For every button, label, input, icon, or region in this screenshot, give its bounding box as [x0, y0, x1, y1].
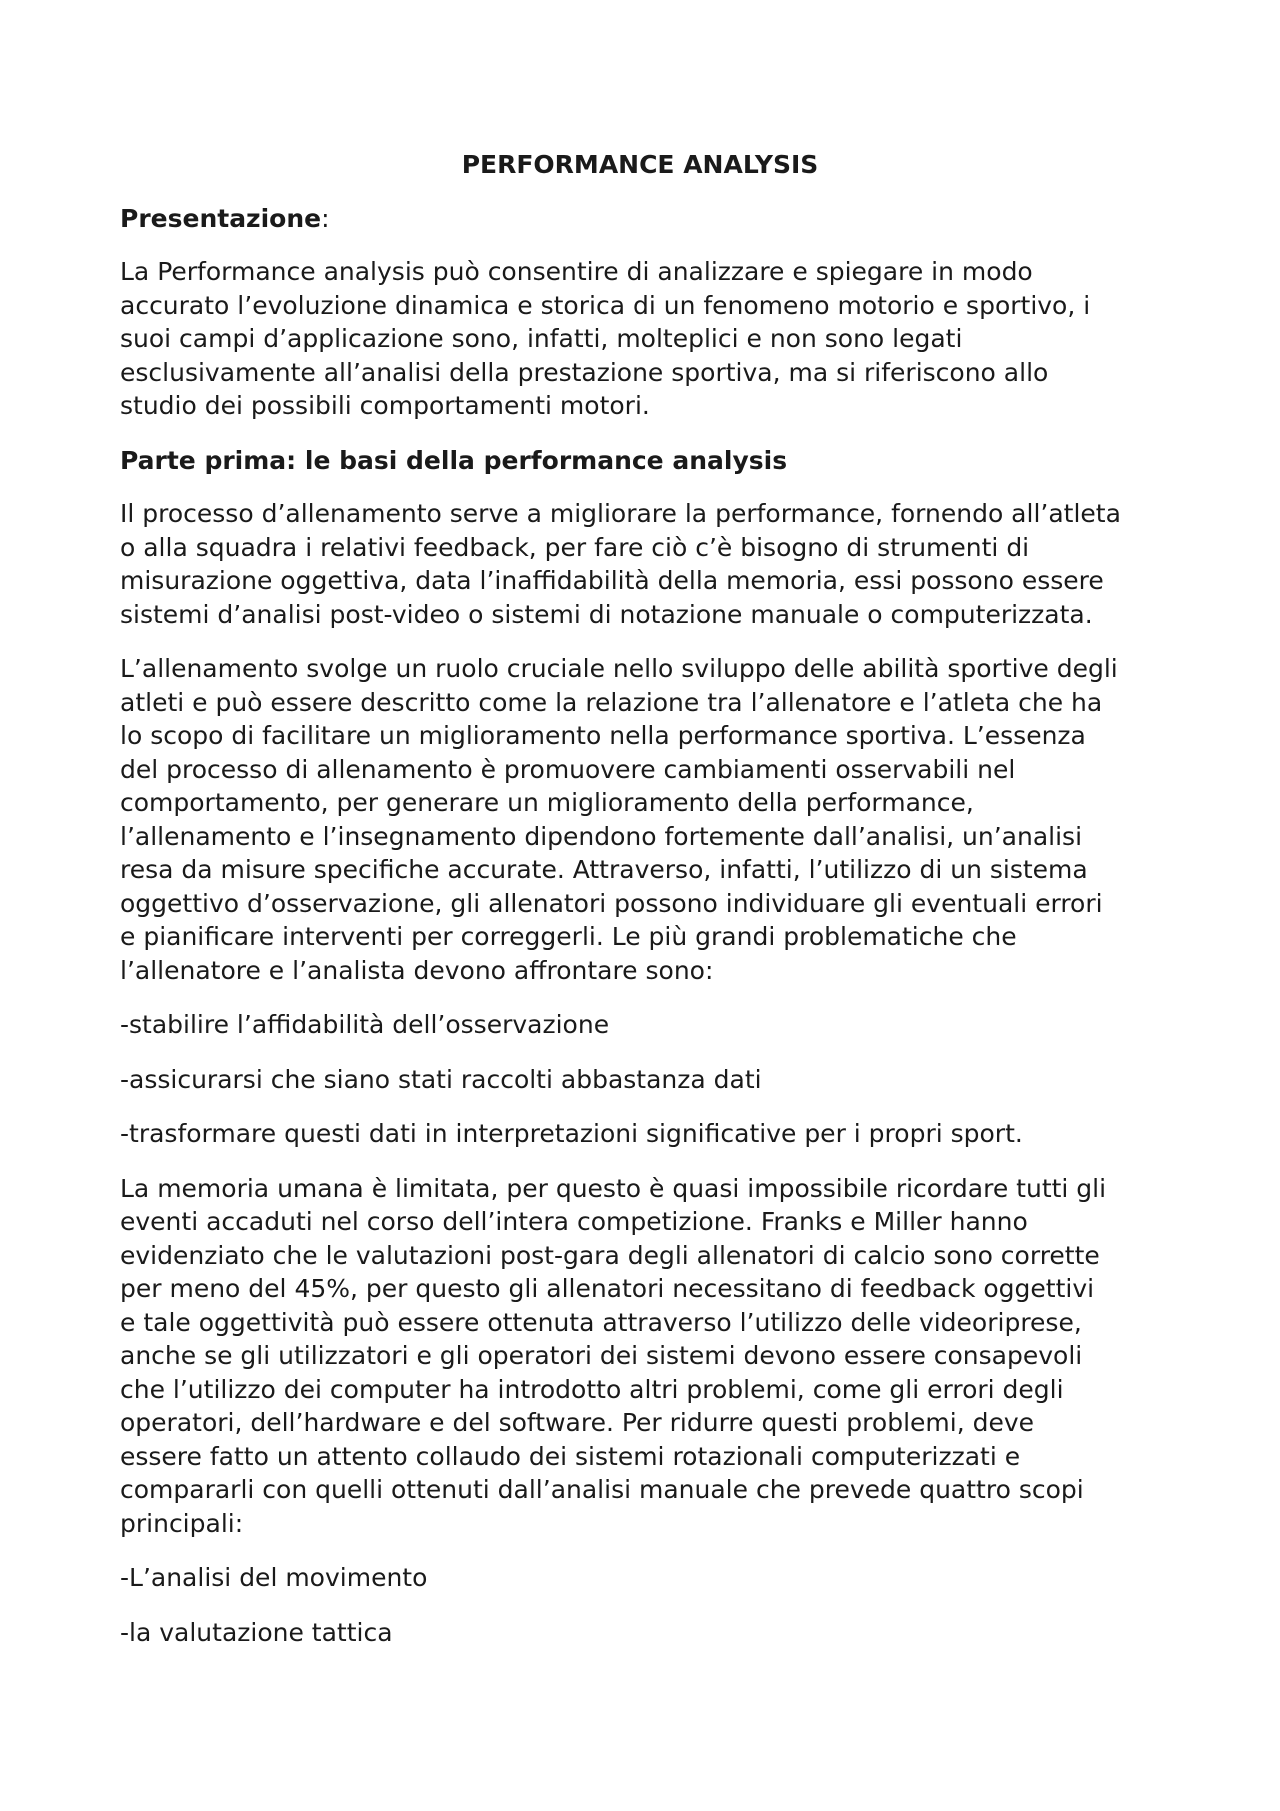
document-body: [120, 148, 1160, 1670]
heading-text: Presentazione: [120, 203, 322, 233]
text-line: l’allenatore e l’analista devono affrontare sono:: [120, 955, 714, 985]
text-line: Il processo d’allenamento serve a migliorare la performance, fornendo all’atleta: [120, 499, 1121, 528]
text-line: o alla squadra i relativi feedback, per fare ciò c’è bisogno di strumenti di: [120, 532, 1030, 562]
text-line: anche se gli utilizzatori e gli operatori dei sistemi devono essere consapevoli: [120, 1341, 1083, 1370]
section-heading-presentazione: [120, 202, 1160, 236]
page-title: PERFORMANCE ANALYSIS: [461, 150, 819, 179]
text-line: misurazione oggettiva, data l’inaffidabilità della memoria, essi possono essere: [120, 566, 1104, 595]
list-item: -trasformare questi dati in interpretazioni significative per i propri sport.: [120, 1119, 1023, 1148]
heading-text: Parte prima: le basi della performance analysis: [120, 445, 788, 475]
text-line: oggettivo d’osservazione, gli allenatori possono individuare gli eventuali errori: [120, 888, 1103, 918]
text-line: resa da misure specifiche accurate. Attraverso, infatti, l’utilizzo di un sistema: [120, 855, 1088, 884]
paragraph-ruolo-allenamento: [120, 652, 1160, 987]
text-line: sistemi d’analisi post-video o sistemi di notazione manuale o computerizzata.: [120, 599, 1093, 629]
list-item: -assicurarsi che siano stati raccolti abbastanza dati: [120, 1064, 762, 1094]
text-line: per meno del 45%, per questo gli allenatori necessitano di feedback oggettivi: [120, 1274, 1095, 1303]
text-line: eventi accaduti nel corso dell’intera competizione. Franks e Miller hanno: [120, 1207, 1028, 1236]
text-line: comportamento, per generare un miglioramento della performance,: [120, 788, 974, 817]
text-line: compararli con quelli ottenuti dall’analisi manuale che prevede quattro scopi: [120, 1475, 1084, 1504]
text-line: accurato l’evoluzione dinamica e storica di un fenomeno motorio e sportivo, i: [120, 290, 1091, 320]
text-line: che l’utilizzo dei computer ha introdotto altri problemi, come gli errori degli: [120, 1374, 1064, 1404]
text-line: del processo di allenamento è promuovere cambiamenti osservabili nel: [120, 754, 1016, 784]
text-line: essere fatto un attento collaudo dei sistemi rotazionali computerizzati e: [120, 1441, 1021, 1471]
text-line: La memoria umana è limitata, per questo è quasi impossibile ricordare tutti gli: [120, 1173, 1107, 1203]
text-line: L’allenamento svolge un ruolo cruciale nello sviluppo delle abilità sportive degli: [120, 654, 1118, 683]
text-line: esclusivamente all’analisi della prestazione sportiva, ma si riferiscono allo: [120, 357, 1049, 387]
text-line: lo scopo di facilitare un miglioramento nella performance sportiva. L’essenza: [120, 721, 1086, 750]
text-line: suoi campi d’applicazione sono, infatti, molteplici e non sono legati: [120, 324, 963, 353]
section-heading-parte-prima: [120, 444, 1160, 478]
text-line: e pianificare interventi per correggerli. Le più grandi problematiche che: [120, 922, 1017, 951]
paragraph-presentazione: [120, 255, 1160, 423]
heading-colon: :: [321, 203, 330, 233]
list-item: -la valutazione tattica: [120, 1617, 393, 1647]
text-line: La Performance analysis può consentire di analizzare e spiegare in modo: [120, 257, 1033, 286]
list-item: -L’analisi del movimento: [120, 1563, 428, 1592]
paragraph-memoria-umana: [120, 1172, 1160, 1541]
text-line: atleti e può essere descritto come la relazione tra l’allenatore e l’atleta che ha: [120, 687, 1103, 717]
text-line: principali:: [120, 1508, 244, 1538]
text-line: e tale oggettività può essere ottenuta attraverso l’utilizzo delle videoriprese,: [120, 1307, 1082, 1337]
list-item: -stabilire l’affidabilità dell’osservazione: [120, 1010, 610, 1039]
paragraph-processo-allenamento: [120, 497, 1160, 631]
text-line: operatori, dell’hardware e del software. Per ridurre questi problemi, deve: [120, 1408, 1035, 1437]
text-line: evidenziato che le valutazioni post-gara degli allenatori di calcio sono corrette: [120, 1240, 1100, 1270]
text-line: l’allenamento e l’insegnamento dipendono fortemente dall’analisi, un’analisi: [120, 821, 1083, 851]
text-line: studio dei possibili comportamenti motori.: [120, 391, 650, 420]
